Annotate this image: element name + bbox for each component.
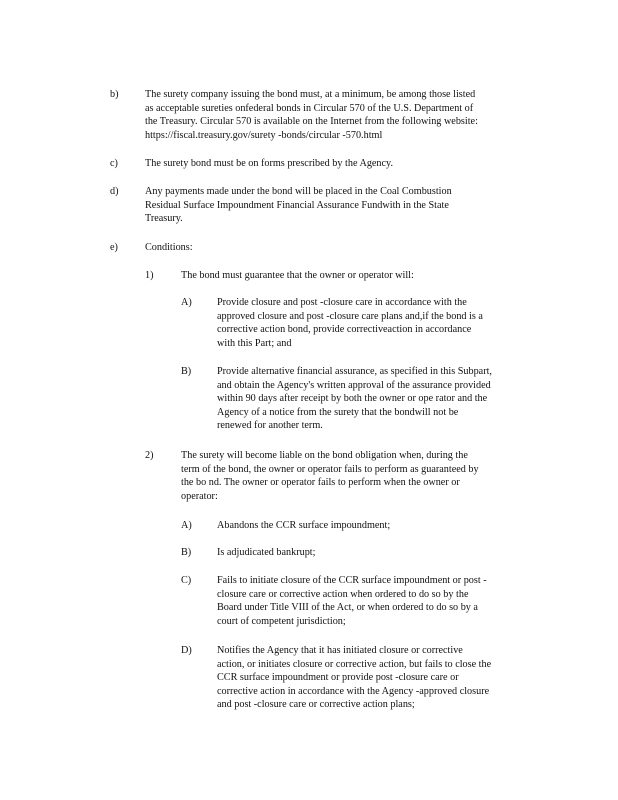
- text-line: The bond must guarantee that the owner or operator will:: [181, 270, 414, 281]
- text-line: Agency of a notice from the surety that the bondwill not be: [217, 406, 459, 418]
- item-label: A): [181, 297, 192, 308]
- item-label: 2): [145, 450, 154, 461]
- text-line: with this Part; and: [217, 337, 292, 349]
- item-label: d): [110, 186, 119, 197]
- item-text: [181, 269, 535, 283]
- item-label: A): [181, 520, 192, 531]
- item-text: [217, 519, 535, 533]
- item-text: [145, 241, 535, 255]
- text-line: term of the bond, the owner or operator fails to perform as guaranteed by: [181, 463, 479, 475]
- item-label: D): [181, 645, 192, 656]
- item-text: [217, 644, 535, 712]
- text-line: Treasury.: [145, 213, 183, 225]
- text-line: Fails to initiate closure of the CCR surface impoundment or post -: [217, 575, 487, 586]
- text-line: The surety will become liable on the bond obligation when, during the: [181, 450, 468, 461]
- text-line: action, or initiates closure or corrective action, but fails to close the: [217, 658, 492, 670]
- item-label: c): [110, 158, 118, 169]
- item-label: B): [181, 547, 192, 558]
- item-label: C): [181, 575, 192, 586]
- text-line: CCR surface impoundment or provide post -closure care or: [217, 672, 459, 684]
- text-line: closure care or corrective action when ordered to do so by the: [217, 588, 469, 600]
- text-line: court of competent jurisdiction;: [217, 615, 346, 627]
- text-line: Provide alternative financial assurance, as specified in this Subpart,: [217, 366, 492, 377]
- text-line: Provide closure and post -closure care in accordance with the: [217, 297, 467, 308]
- text-line: within 90 days after receipt by both the owner or ope rator and the: [217, 393, 488, 405]
- text-line: and obtain the Agency's written approval of the assurance provided: [217, 379, 491, 391]
- item-label: b): [110, 89, 119, 100]
- text-line: corrective action in accordance with the Agency -approved closure: [217, 685, 490, 697]
- item-label: e): [110, 242, 118, 253]
- text-line: corrective action bond, provide correctiveaction in accordance: [217, 324, 472, 336]
- text-line: renewed for another term.: [217, 420, 323, 432]
- item-label: 1): [145, 270, 154, 281]
- text-line: Board under Title VIII of the Act, or when ordered to do so by a: [217, 602, 478, 614]
- text-line: The surety company issuing the bond must, at a minimum, be among those listed: [145, 89, 476, 100]
- item-text: [181, 449, 535, 503]
- text-line: Abandons the CCR surface impoundment;: [217, 520, 391, 531]
- item-text: [217, 365, 535, 433]
- text-line: approved closure and post -closure care plans and,if the bond is a: [217, 310, 483, 322]
- item-label: B): [181, 366, 192, 377]
- item-text: [217, 574, 535, 628]
- item-text: [145, 157, 535, 171]
- text-line: Residual Surface Impoundment Financial Assurance Fundwith in the State: [145, 199, 449, 211]
- item-text: [217, 296, 535, 350]
- text-line: and post -closure care or corrective action plans;: [217, 699, 415, 711]
- text-line: Conditions:: [145, 242, 193, 253]
- item-text: [145, 88, 535, 142]
- text-line: Notifies the Agency that it has initiated closure or corrective: [217, 645, 463, 656]
- item-text: [145, 185, 535, 226]
- text-line: Is adjudicated bankrupt;: [217, 547, 316, 558]
- text-line: https://fiscal.treasury.gov/surety -bonds/circular -570.html: [145, 129, 383, 141]
- text-line: operator:: [181, 490, 218, 502]
- item-text: [217, 546, 535, 560]
- text-line: The surety bond must be on forms prescribed by the Agency.: [145, 158, 394, 169]
- text-line: the bo nd. The owner or operator fails to perform when the owner or: [181, 477, 460, 489]
- text-line: Any payments made under the bond will be placed in the Coal Combustion: [145, 186, 452, 197]
- text-line: the Treasury. Circular 570 is available on the Internet from the following website:: [145, 116, 478, 128]
- text-line: as acceptable sureties onfederal bonds in Circular 570 of the U.S. Department of: [145, 102, 474, 114]
